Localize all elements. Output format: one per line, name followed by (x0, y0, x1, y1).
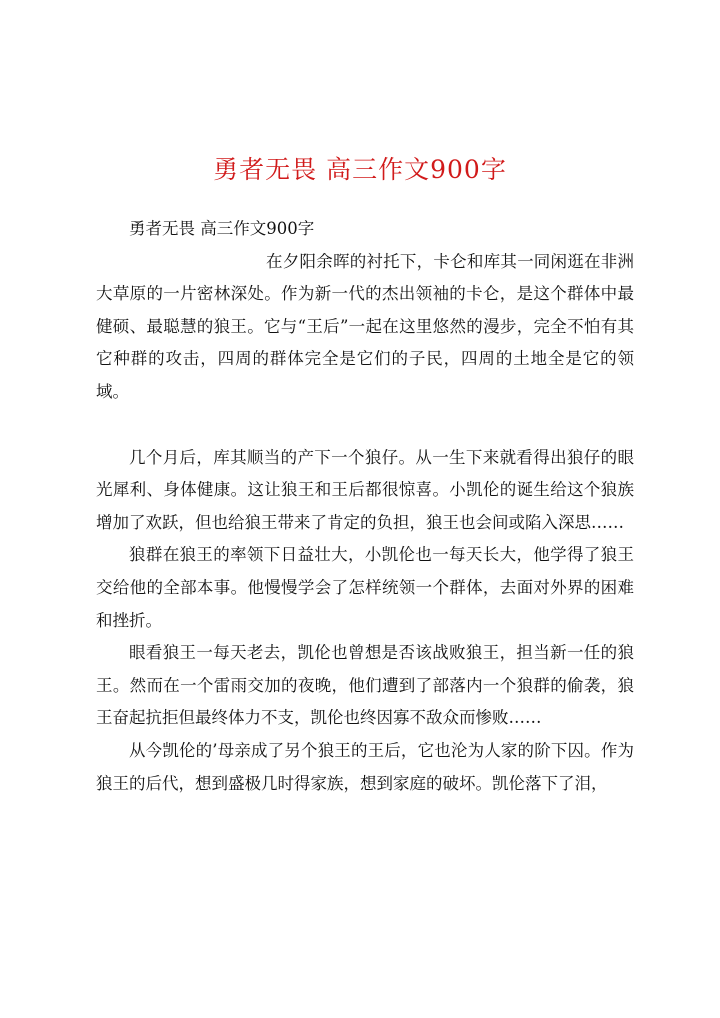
paragraph-2: 几个月后，库其顺当的产下一个狼仔。从一生下来就看得出狼仔的眼光犀利、身体健康。这让狼王和王后都很惊喜。小凯伦的诞生给这个狼族增加了欢跃，但也给狼王带来了肯定的负担，狼王也会间或陷入深思…… (96, 447, 634, 532)
document-body (96, 213, 634, 800)
paragraph-gap (96, 409, 634, 442)
paragraph-5: 从今凯伦的’母亲成了另个狼王的王后，它也沦为人家的阶下囚。作为狼王的后代，想到盛极几时得家族，想到家庭的破坏。凯伦落下了泪， (96, 740, 634, 793)
paragraph-1: 在夕阳余晖的衬托下，卡仑和库其一同闲逛在非洲大草原的一片密林深处。作为新一代的杰出领袖的卡仑，是这个群体中最健硕、最聪慧的狼王。它与“王后”一起在这里悠然的漫步，完全不怕有其它种群的攻击，四周的群体完全是它们的子民，四周的土地全是它的领域。 (96, 251, 634, 401)
paragraph-3: 狼群在狼王的率领下日益壮大，小凯伦也一每天长大，他学得了狼王交给他的全部本事。他慢慢学会了怎样统领一个群体，去面对外界的困难和挫折。 (96, 545, 634, 630)
document-title: 勇者无畏 高三作文900字 (213, 155, 507, 184)
paragraph-4: 眼看狼王一每天老去，凯伦也曾想是否该战败狼王，担当新一任的狼王。然而在一个雷雨交加的夜晚，他们遭到了部落内一个狼群的偷袭，狼王奋起抗拒但最终体力不支，凯伦也终因寡不敌众而惨败…… (96, 643, 634, 728)
subtitle-line: 勇者无畏 高三作文900字 (129, 219, 315, 238)
